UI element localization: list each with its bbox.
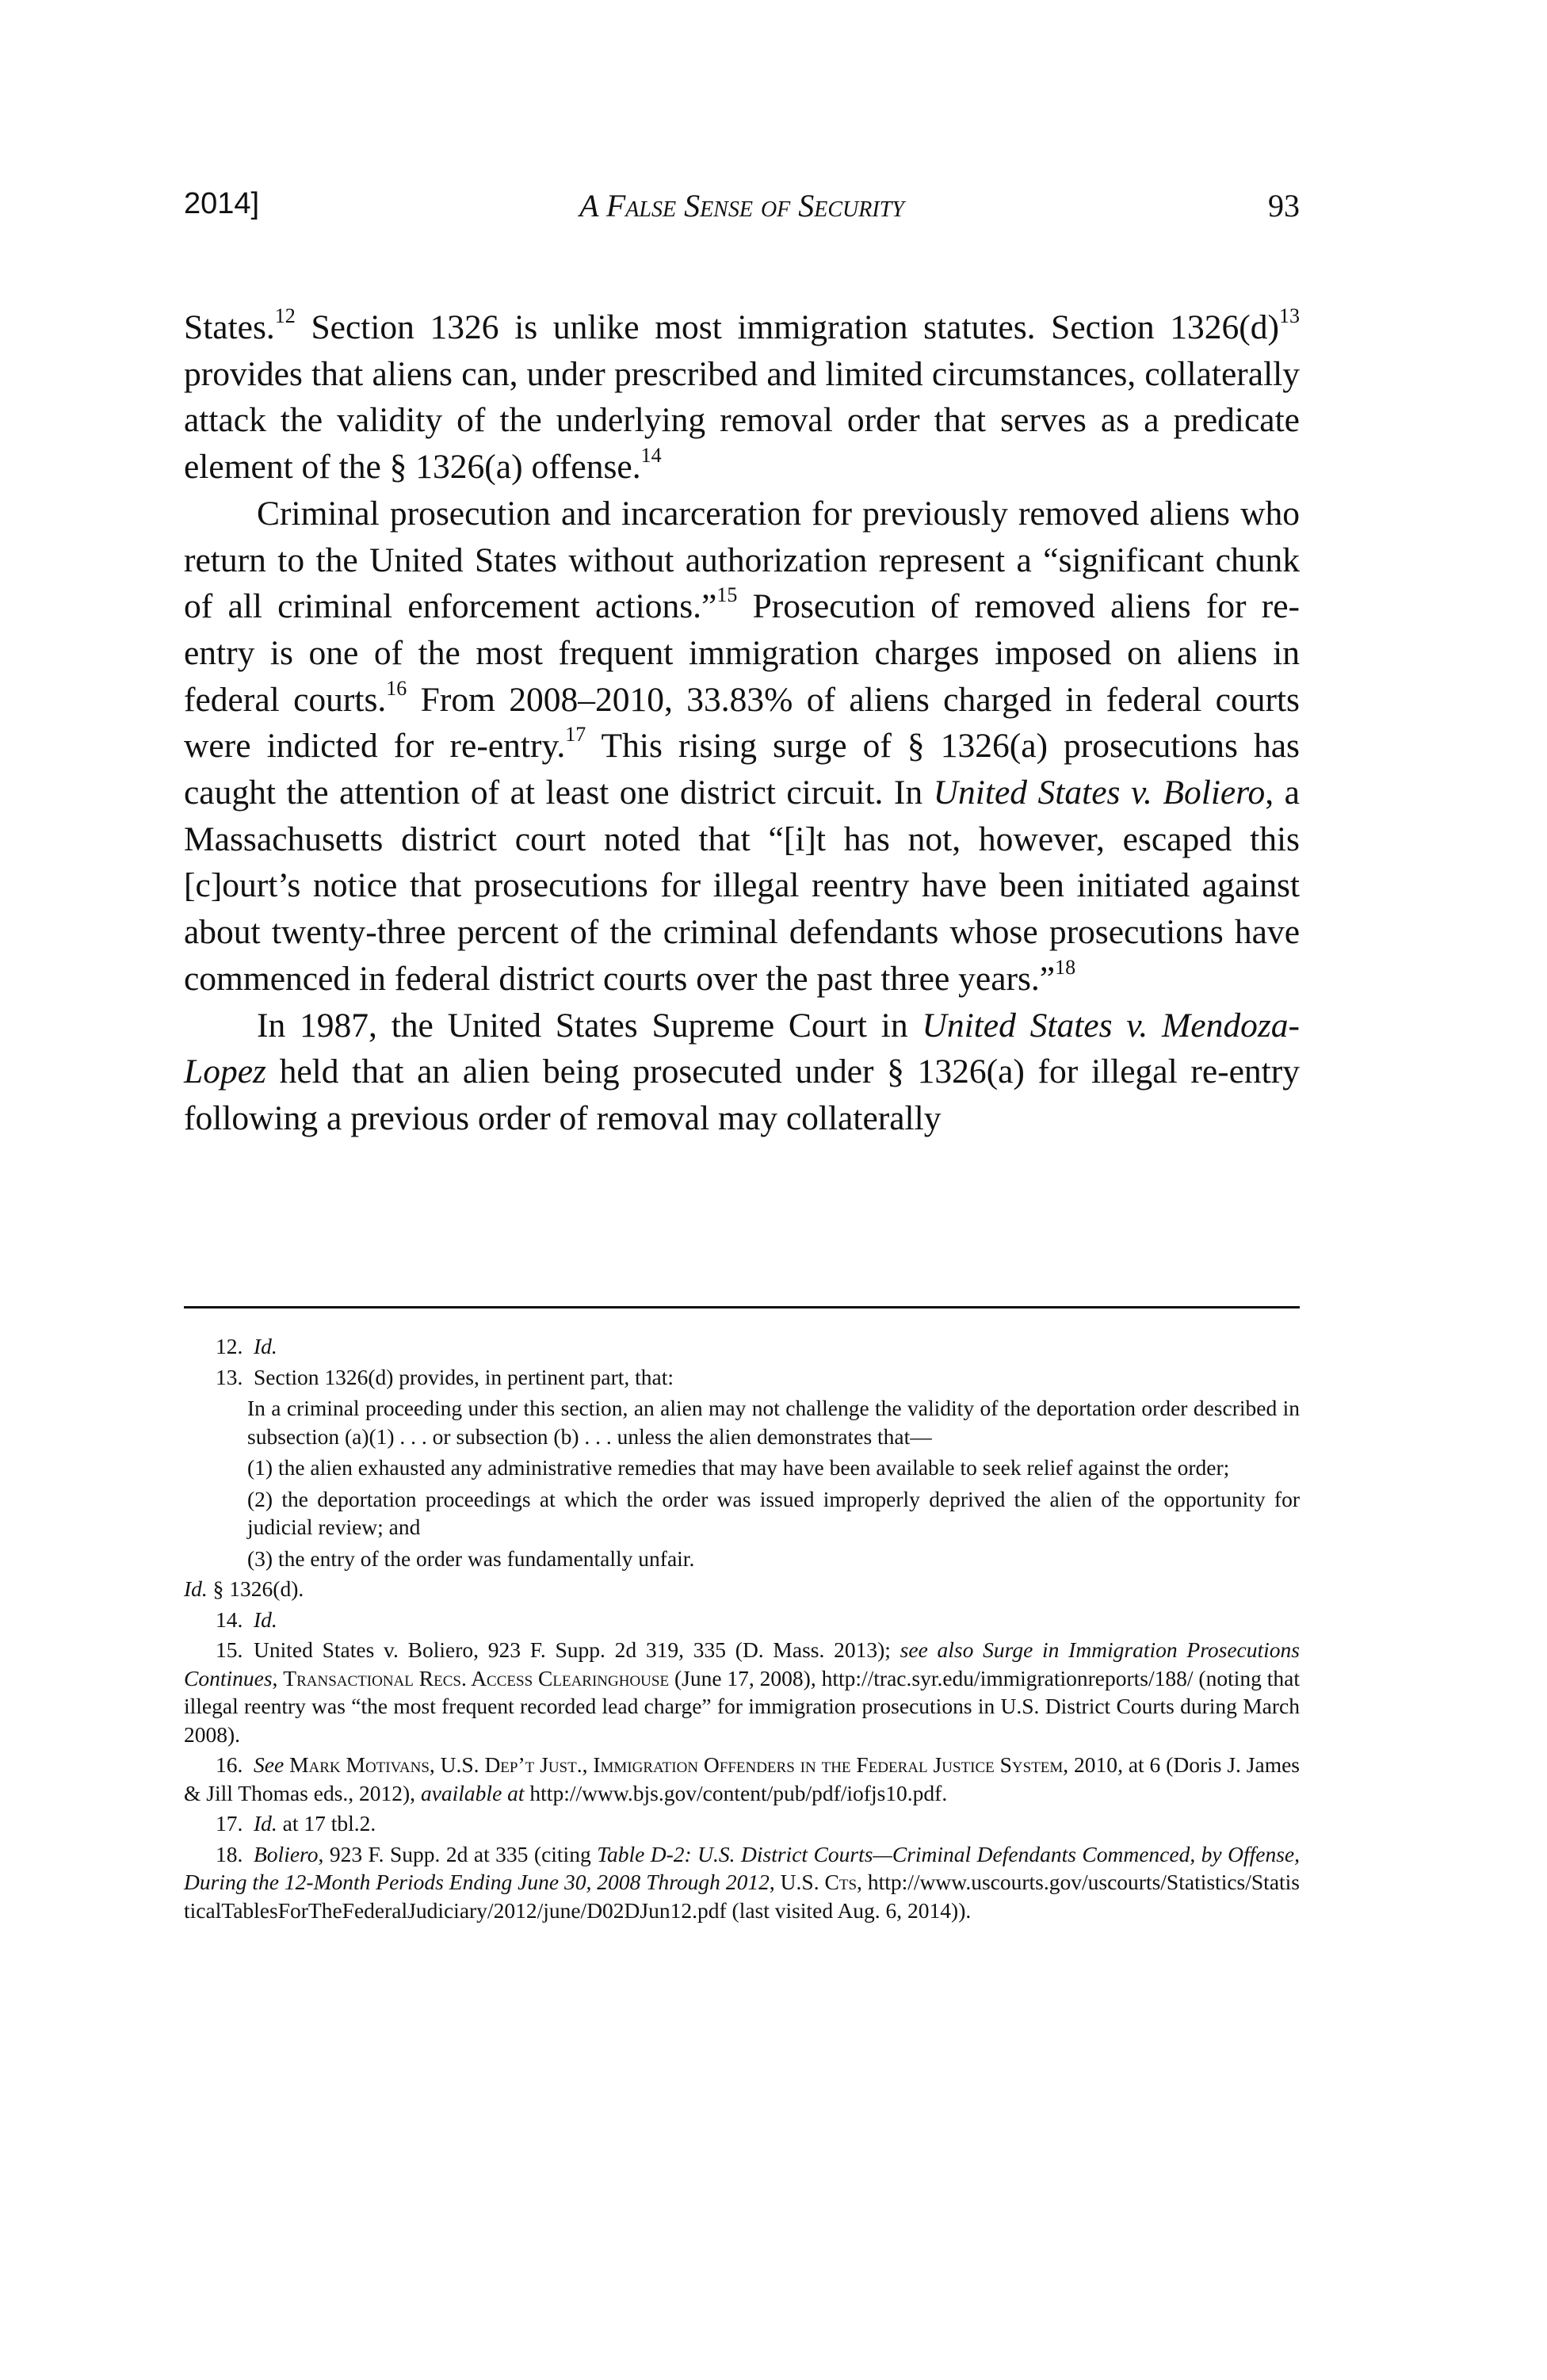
case-name: Boliero [254,1841,319,1866]
footnote-16 [184,1751,1300,1807]
case-name: United States v. Mendoza-Lopez [184,1006,1300,1091]
url-link[interactable]: http://www.bjs.gov/content/pub/pdf/iofjs10.pdf. [529,1780,948,1805]
footnote-text: Id. [254,1606,277,1632]
main-text [184,304,1300,1142]
footnote-text: Section 1326(d) provides, in pertinent part, that: [254,1364,674,1389]
footnote-15 [184,1636,1300,1748]
signal: available at [420,1780,525,1805]
text-run: From 2008–2010, 33.83% of aliens charged in federal courts were indicted for re-entry. [184,680,1300,766]
footnote-12 [184,1332,1300,1361]
text-run: held that an alien being prosecuted under § 1326(a) for illegal re-entry following a previous order of removal may collaterally [184,1052,1300,1137]
citation-text: § 1326(d). [207,1576,304,1601]
footnote-text: (last visited Aug. 6, 2014)). [726,1897,972,1923]
header-year: 2014] [184,187,260,220]
source-name: Transactional Recs. Access Clearinghouse [283,1665,670,1690]
table-title: Table D-2: U.S. District Courts—Criminal Defendants Commenced, by Offense, During the 12-Month Periods Ending June 30, 2008 Through 2012 [184,1841,1300,1894]
footnote-13 [184,1363,1300,1392]
footnote-number: 15. [216,1637,243,1662]
quote-paragraph: (3) the entry of the order was fundamentally unfair. [247,1545,695,1571]
quote-paragraph: (2) the deportation proceedings at which the order was issued improperly deprived the alien of the opportunity for judicial review; and [247,1486,1300,1539]
footnote-number: 16. [216,1752,243,1777]
citation-id: Id. [254,1811,277,1836]
paragraph-2 [184,491,1300,1003]
text-run: This rising surge of § 1326(a) prosecutions has caught the attention of at least one district circuit. In [184,727,1300,812]
text-run: provides that aliens can, under prescribed and limited circumstances, collaterally attack the validity of the underlying removal order that serves as a predicate element of the § 1326(a) offense. [184,354,1300,487]
footnote-text: , 923 F. Supp. 2d at 335 (citing [318,1841,598,1866]
footnote-number: 12. [216,1334,243,1358]
citation [184,1575,1300,1603]
quote-paragraph: In a criminal proceeding under this section, an alien may not challenge the validity of the deportation order described in subsection (a)(1) . . . or subsection (b) . . . unless the alien demonstrates that— [247,1396,1300,1449]
text-run: Criminal prosecution and incarceration for previously removed aliens who return to the United States without authorization represent a “significant chunk of all criminal enforcement actions.” [184,494,1300,626]
footnote-divider [184,1306,1300,1308]
text-run: Section 1326 is unlike most immigration statutes. Section 1326(d) [295,308,1279,346]
footnote-ref-17: 17 [565,723,586,747]
text-run: States. [184,308,275,346]
footnote-ref-12: 12 [274,304,296,327]
block-quote [247,1394,1300,1572]
footnote-text: (June 17, 2008), [669,1665,822,1690]
text-run: , a Massachusetts district court noted that “[i]t has not, however, escaped this [c]ourt’s notice that prosecutions for illegal reentry have been initiated against about twenty-three percent of the criminal defendants whose prosecutions have commenced in federal district courts over the past three years.” [184,774,1300,998]
footnote-text: see also Surge in Immigration Prosecutions Continues [184,1637,1300,1690]
footnote-ref-15: 15 [716,583,738,607]
header-title: A False Sense of Security [579,188,904,223]
quote-paragraph: (1) the alien exhausted any administrative remedies that may have been available to seek relief against the order; [247,1455,1230,1480]
footnote-text: , [769,1870,781,1894]
footnote-14 [184,1606,1300,1634]
footnote-text: United States v. Boliero, 923 F. Supp. 2d 319, 335 (D. Mass. 2013); [254,1637,900,1662]
footnote-ref-16: 16 [386,676,407,700]
footnote-number: 17. [216,1811,243,1836]
running-header [184,187,1300,235]
footnote-number: 14. [216,1606,243,1632]
footnote-text: , [272,1665,284,1690]
url-link[interactable]: http://www.uscourts.gov/uscourts/Statistics/StatisticalTablesForTheFederalJudiciary/2012/june/D02DJun12.pdf [184,1870,1301,1923]
footnote-18 [184,1840,1300,1925]
source-name: Mark Motivans, U.S. Dep’t Just., Immigration Offenders in the Federal Justice System, 2010 [289,1752,1118,1777]
signal: See [254,1752,285,1777]
case-name: United States v. Boliero [933,774,1266,812]
footnote-text: , at 6 (Doris J. James & Jill Thomas eds., 2012), [184,1752,1300,1805]
footnote-number: 13. [216,1364,243,1389]
footnote-ref-13: 13 [1279,304,1300,327]
footnote-number: 18. [216,1841,243,1866]
page-number: 93 [1268,188,1300,223]
paragraph-1 [184,304,1300,491]
footnote-ref-18: 18 [1055,955,1076,979]
source-name: U.S. Cts [780,1870,858,1894]
footnotes [184,1332,1300,1927]
footnote-17 [184,1809,1300,1838]
url-link[interactable]: http://trac.syr.edu/immigrationreports/188/ [821,1665,1194,1690]
citation-id: Id. [184,1576,208,1601]
text-run: Prosecution of removed aliens for re-entry is one of the most frequent immigration charges imposed on aliens in federal courts. [184,587,1300,719]
text-run: In 1987, the United States Supreme Court in [257,1006,922,1045]
footnote-text: , [857,1870,868,1894]
footnote-text: Id. [254,1334,277,1358]
footnote-text: (noting that illegal reentry was “the most frequent recorded lead charge” for immigration prosecutions in U.S. District Courts during March 2008). [184,1665,1300,1747]
footnote-ref-14: 14 [640,444,662,468]
footnote-text: at 17 tbl.2. [277,1811,376,1836]
paragraph-3 [184,1003,1300,1142]
